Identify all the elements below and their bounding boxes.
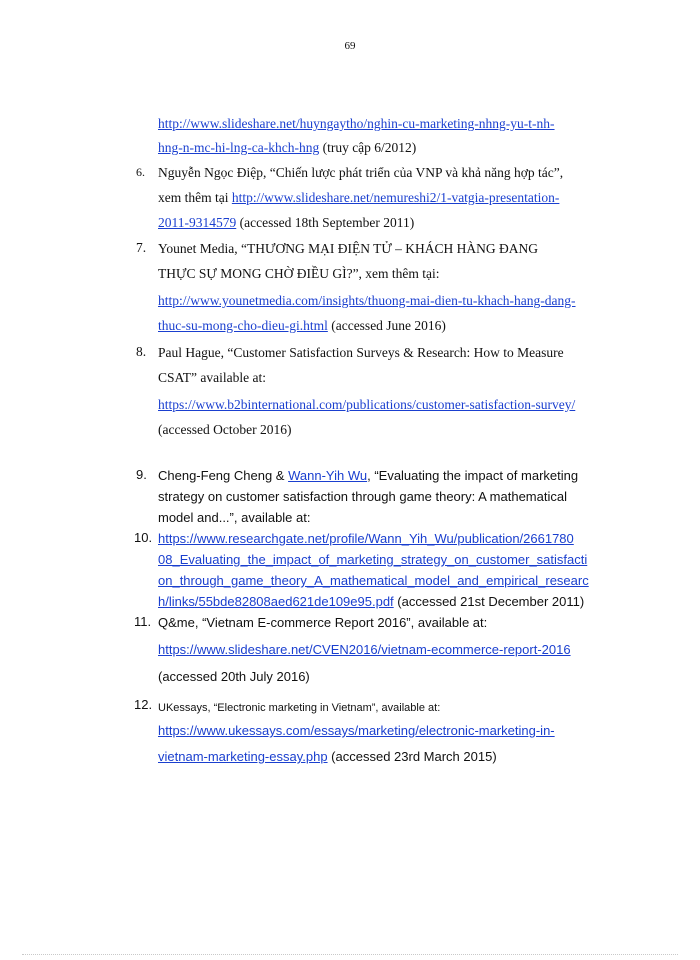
ref5-line1 [158, 115, 555, 133]
ref7-access-note: (accessed June 2016) [327, 318, 446, 333]
ref5-line2 [158, 139, 416, 157]
ref12-line2 [158, 722, 555, 740]
ref10-line2 [158, 551, 587, 569]
ref9-title-start: , “Evaluating the impact of marketing [367, 468, 579, 483]
ref6-line3 [158, 214, 414, 232]
ref12-access-note: (accessed 23rd March 2015) [327, 749, 497, 764]
ref11-line2 [158, 641, 571, 659]
ref10-number: 10. [134, 530, 153, 545]
ref5-access-note: (truy cập 6/2012) [319, 140, 417, 155]
ref7-link-part2[interactable]: thuc-su-mong-cho-dieu-gi.html [158, 318, 328, 333]
ref12-line1: UKessays, “Electronic marketing in Vietnam”, available at: [158, 702, 441, 714]
ref8-line4: (accessed October 2016) [158, 422, 292, 437]
ref7-link-part1[interactable]: http://www.younetmedia.com/insights/thuong-mai-dien-tu-khach-hang-dang- [158, 293, 576, 308]
ref9-line1 [158, 467, 578, 485]
ref9-line2: strategy on customer satisfaction through game theory: A mathematical [158, 489, 567, 504]
page-number: 69 [344, 40, 356, 52]
ref6-link-part2[interactable]: 2011-9314579 [158, 215, 237, 230]
ref9-number: 9. [136, 467, 147, 482]
ref12-number: 12. [134, 697, 153, 712]
ref11-link[interactable]: https://www.slideshare.net/CVEN2016/vietnam-ecommerce-report-2016 [158, 642, 571, 657]
ref8-link[interactable]: https://www.b2binternational.com/publications/customer-satisfaction-survey/ [158, 397, 576, 412]
ref12-link-part2[interactable]: vietnam-marketing-essay.php [158, 749, 328, 764]
ref10-link-part2[interactable]: 08_Evaluating_the_impact_of_marketing_strategy_on_customer_satisfacti [158, 552, 588, 567]
ref10-access-note: (accessed 21st December 2011) [393, 594, 585, 609]
ref6-line1: Nguyễn Ngọc Điệp, “Chiến lược phát triển của VNP và khả năng hợp tác”, [158, 165, 564, 180]
ref6-access-note: (accessed 18th September 2011) [236, 215, 415, 230]
ref11-line1: Q&me, “Vietnam E-commerce Report 2016”, available at: [158, 615, 488, 630]
ref8-line3 [158, 396, 575, 414]
ref8-line1: Paul Hague, “Customer Satisfaction Surveys & Research: How to Measure [158, 345, 564, 360]
ref10-line4 [158, 593, 584, 611]
ref10-line1 [158, 530, 574, 548]
ref6-line2 [158, 189, 559, 207]
ref7-line4 [158, 317, 446, 335]
ref11-line3: (accessed 20th July 2016) [158, 669, 310, 684]
ref8-line2: CSAT” available at: [158, 370, 266, 385]
ref12-line3 [158, 748, 497, 766]
ref5-link-part2[interactable]: hng-n-mc-hi-lng-ca-khch-hng [158, 140, 320, 155]
ref7-line2: THỰC SỰ MONG CHỜ ĐIỀU GÌ?”, xem thêm tại: [158, 266, 440, 281]
ref6-number: 6. [136, 165, 145, 179]
ref9-authors: Cheng-Feng Cheng & [158, 468, 289, 483]
page-bottom-rule [22, 954, 678, 955]
ref9-line3: model and...”, available at: [158, 510, 311, 525]
ref7-line3 [158, 292, 576, 310]
ref10-link-part3[interactable]: on_through_game_theory_A_mathematical_model_and_empirical_researc [158, 573, 589, 588]
ref10-line3 [158, 572, 589, 590]
ref10-link-part4[interactable]: h/links/55bde82808aed621de109e95.pdf [158, 594, 394, 609]
ref6-see-more: xem thêm tại [158, 190, 232, 205]
ref12-link-part1[interactable]: https://www.ukessays.com/essays/marketing/electronic-marketing-in- [158, 723, 555, 738]
ref11-number: 11. [134, 614, 152, 629]
ref9-author-link[interactable]: Wann-Yih Wu [288, 468, 368, 483]
ref8-number: 8. [136, 344, 147, 359]
ref7-line1: Younet Media, “THƯƠNG MẠI ĐIỆN TỬ – KHÁCH HÀNG ĐANG [158, 241, 539, 256]
ref5-link-part1[interactable]: http://www.slideshare.net/huyngaytho/nghin-cu-marketing-nhng-yu-t-nh- [158, 116, 555, 131]
ref10-link-part1[interactable]: https://www.researchgate.net/profile/Wann_Yih_Wu/publication/2661780 [158, 531, 574, 546]
ref6-link-part1[interactable]: http://www.slideshare.net/nemureshi2/1-vatgia-presentation- [231, 190, 560, 205]
ref7-number: 7. [136, 240, 147, 255]
